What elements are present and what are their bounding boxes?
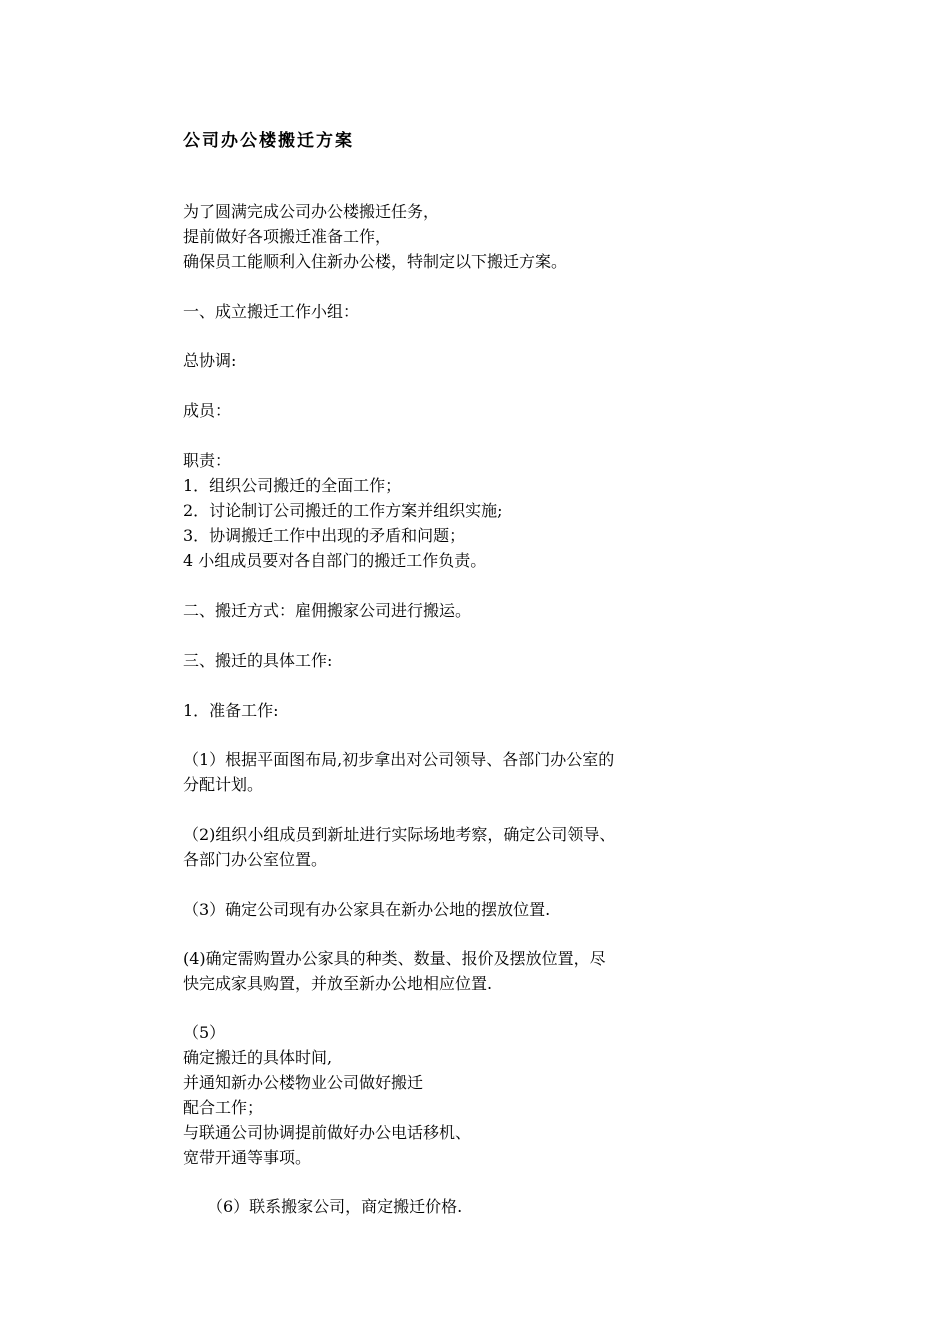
document-title: 公司办公楼搬迁方案 xyxy=(183,131,354,151)
prep-item-5-line: （5） xyxy=(183,1023,226,1042)
duty-item: 1．组织公司搬迁的全面工作； xyxy=(183,476,402,495)
prep-item-5-line: 确定搬迁的具体时间, xyxy=(183,1048,333,1067)
prep-item-1-line: （1）根据平面图布局,初步拿出对公司领导、各部门办公室的 xyxy=(183,750,615,769)
prep-item-6-line: （6）联系搬家公司，商定搬迁价格. xyxy=(207,1197,463,1216)
duty-item: 2．讨论制订公司搬迁的工作方案并组织实施; xyxy=(183,501,503,520)
section3-heading: 三、搬迁的具体工作: xyxy=(183,651,333,670)
section2-heading: 二、搬迁方式：雇佣搬家公司进行搬运。 xyxy=(183,601,472,620)
prep-item-1-line: 分配计划。 xyxy=(183,775,264,794)
prep-item-5-line: 并通知新办公楼物业公司做好搬迁 xyxy=(183,1073,424,1092)
prep-item-4-line: (4)确定需购置办公家具的种类、数量、报价及摆放位置，尽 xyxy=(183,949,606,968)
prep-item-2-line: （2)组织小组成员到新址进行实际场地考察，确定公司领导、 xyxy=(183,825,616,844)
intro-line-1: 为了圆满完成公司办公楼搬迁任务， xyxy=(183,202,440,221)
duty-item: 4 小组成员要对各自部门的搬迁工作负责。 xyxy=(183,551,487,570)
duties-label: 职责： xyxy=(183,451,232,470)
prep-item-2-line: 各部门办公室位置。 xyxy=(183,850,328,869)
section1-heading: 一、成立搬迁工作小组： xyxy=(183,302,360,321)
prep-item-5-line: 与联通公司协调提前做好办公电话移机、 xyxy=(183,1123,472,1142)
prep-item-5-line: 配合工作； xyxy=(183,1098,264,1117)
intro-line-2: 提前做好各项搬迁准备工作， xyxy=(183,227,392,246)
prep-item-4-line: 快完成家具购置，并放至新办公地相应位置. xyxy=(183,974,493,993)
duty-item: 3．协调搬迁工作中出现的矛盾和问题； xyxy=(183,526,466,545)
coordinator-label: 总协调: xyxy=(183,351,237,370)
intro-line-3: 确保员工能顺利入住新办公楼，特制定以下搬迁方案。 xyxy=(183,252,568,271)
prep-item-5-line: 宽带开通等事项。 xyxy=(183,1148,312,1167)
members-label: 成员： xyxy=(183,401,232,420)
prep-heading: 1．准备工作: xyxy=(183,701,279,720)
prep-item-3-line: （3）确定公司现有办公家具在新办公地的摆放位置. xyxy=(183,900,551,919)
